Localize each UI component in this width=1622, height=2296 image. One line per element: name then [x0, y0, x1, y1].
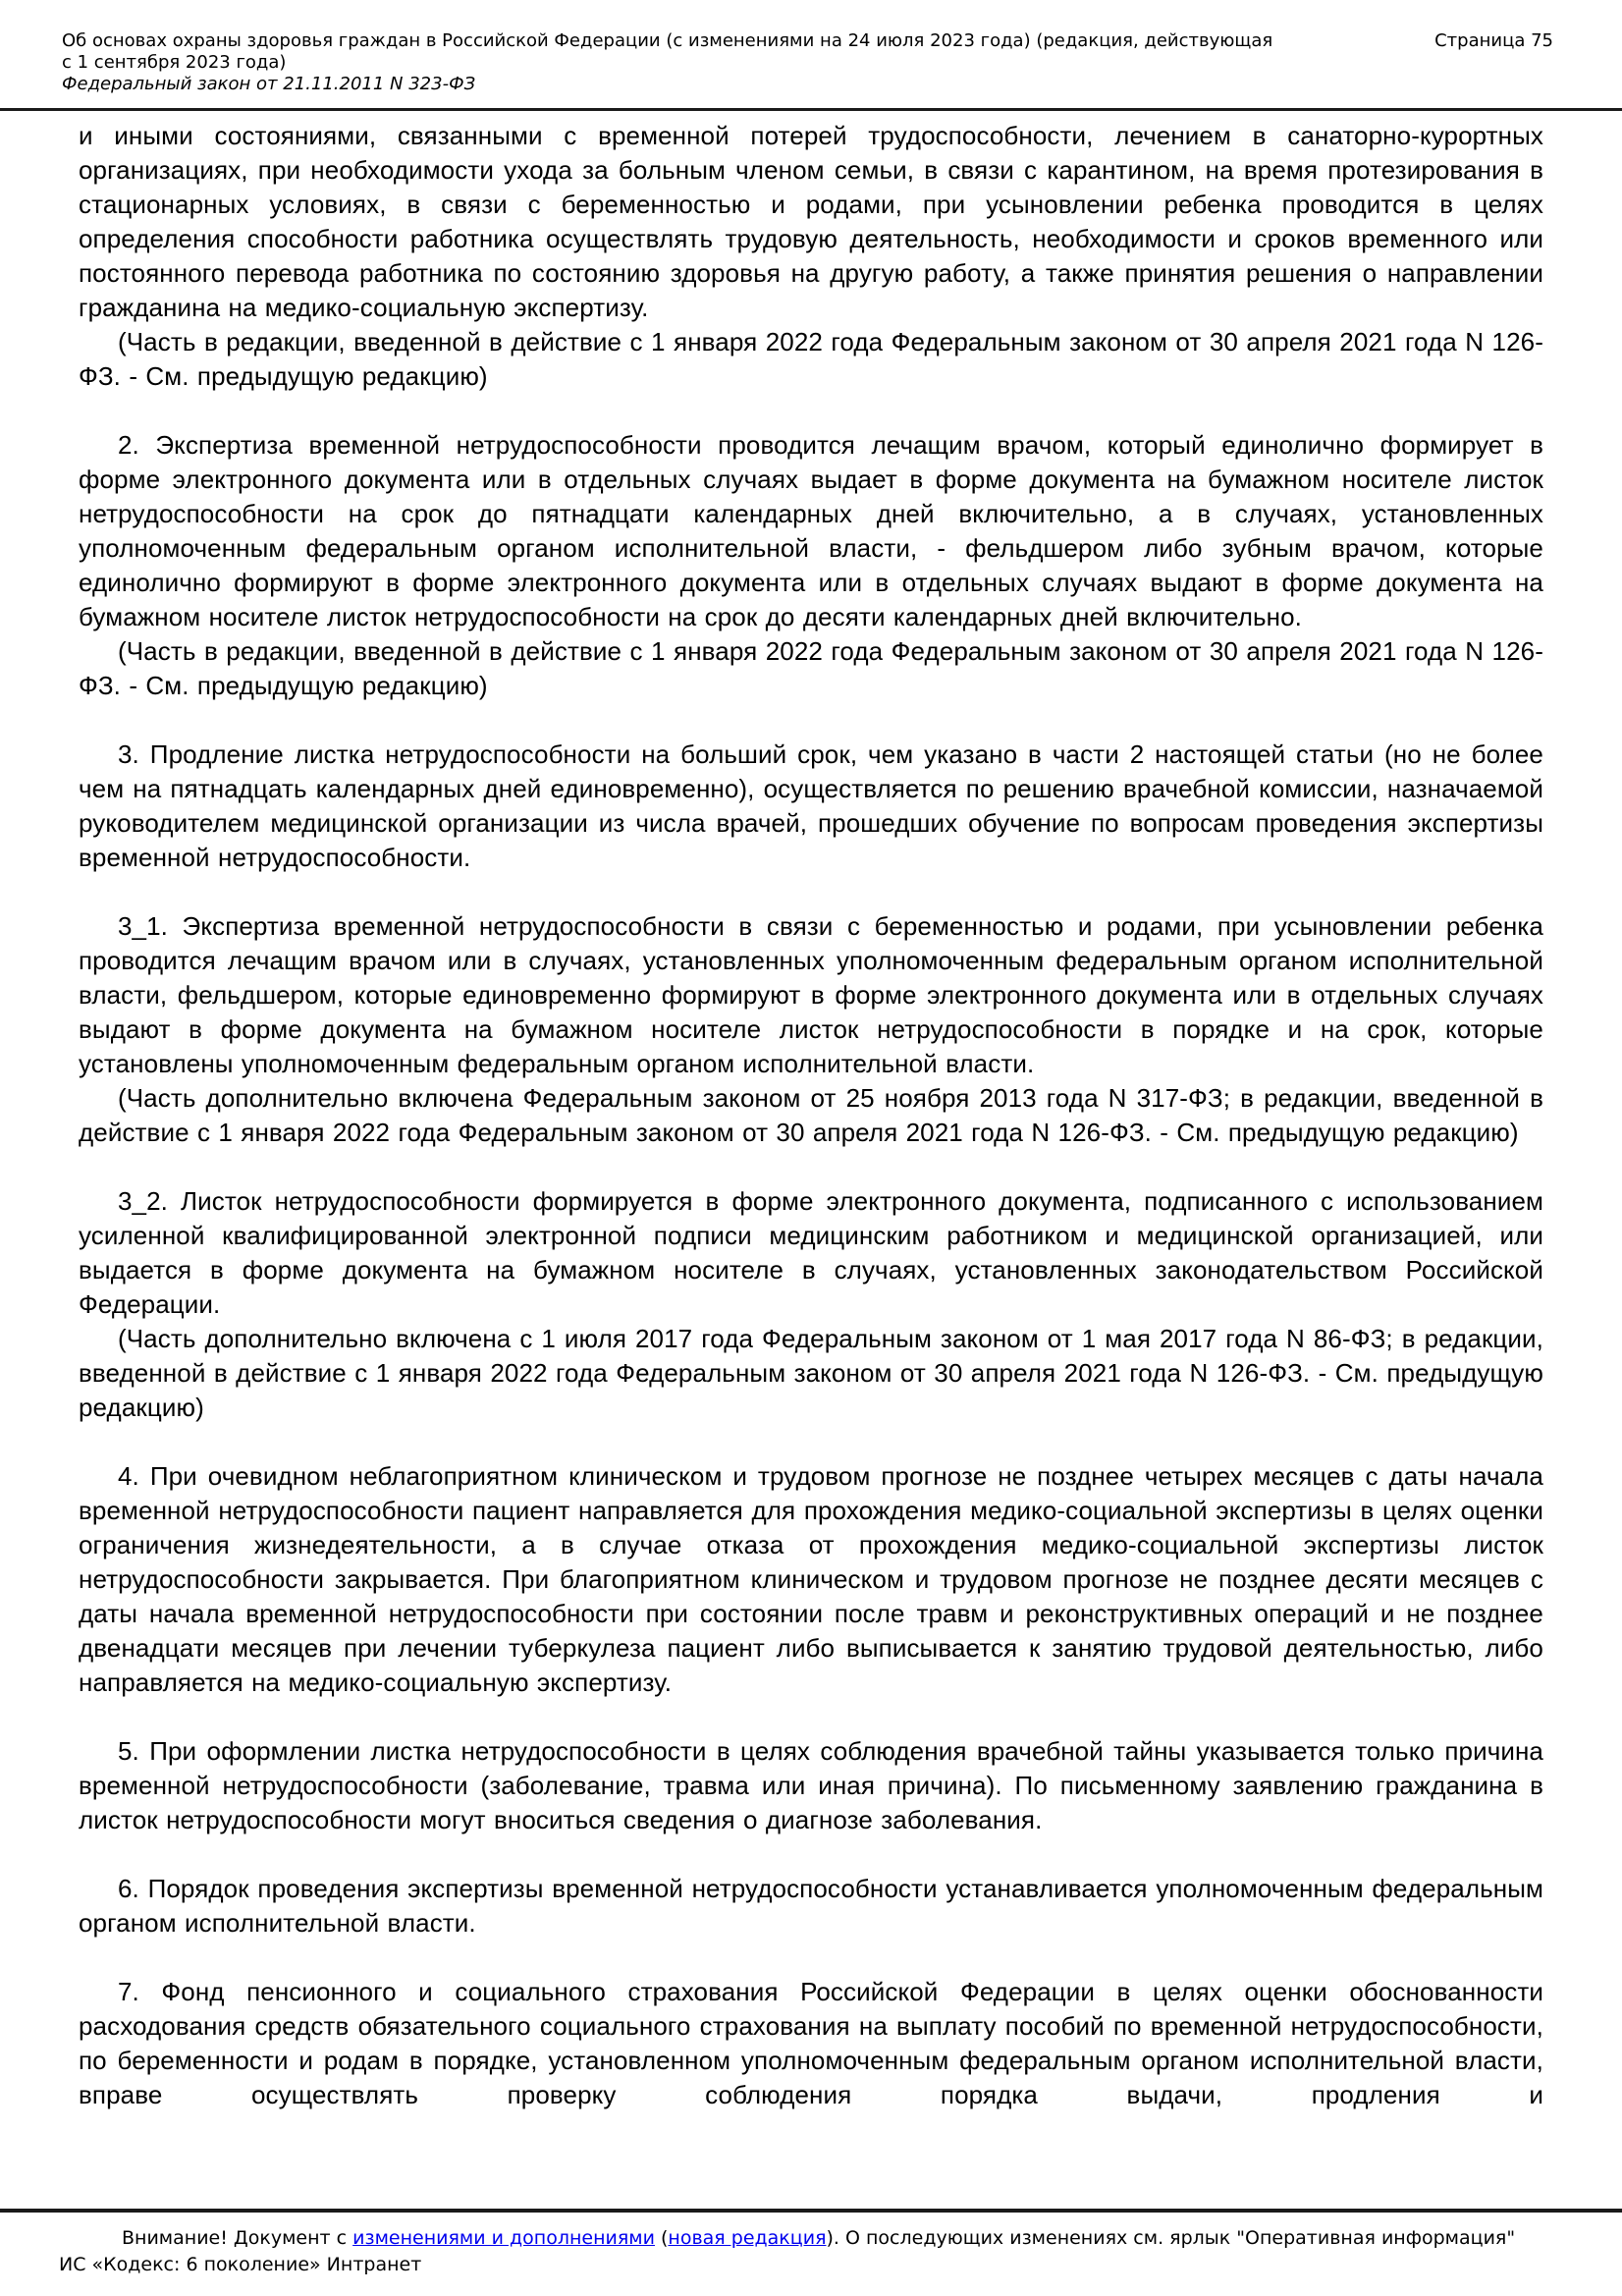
part-3_2-revision-note: (Часть дополнительно включена с 1 июля 2017 года Федеральным законом от 1 мая 2017 года N 86-ФЗ; в редакции, введенной в действие с 1 января 2022 года Федеральным законом от 30 апреля 2021 года N 126-ФЗ. - См. предыдущую редакцию) [79, 1324, 1543, 1422]
part-2: 2. Экспертиза временной нетрудоспособности проводится лечащим врачом, который единолично формирует в форме электронного документа или в отдельных случаях выдает в форме документа на бумажном носителе листок нетрудоспособности на срок до пятнадцати календарных дней включительно, а в случаях, установленных уполномоченным федеральным органом исполнительной власти, - фельдшером либо зубным врачом, которые единолично формируют в форме электронного документа или в отдельных случаях выдают в форме документа на бумажном носителе листок нетрудоспособности на срок до десяти календарных дней включительно. [79, 430, 1543, 631]
part-3: 3. Продление листка нетрудоспособности на больший срок, чем указано в части 2 настоящей статьи (но не более чем на пятнадцать календарных дней единовременно), осуществляется по решению врачебной комиссии, назначаемой руководителем медицинской организации из числа врачей, прошедших обучение по вопросам проведения экспертизы временной нетрудоспособности. [79, 739, 1543, 872]
footer-notice-prefix: Внимание! Документ с [122, 2227, 353, 2249]
part-1-revision-note: (Часть в редакции, введенной в действие с 1 января 2022 года Федеральным законом от 30 апреля 2021 года N 126-ФЗ. - См. предыдущую редакцию) [79, 327, 1543, 391]
page-number: Страница 75 [1434, 30, 1553, 51]
document-title [62, 30, 1272, 74]
system-name: ИС «Кодекс: 6 поколение» Интранет [59, 2254, 422, 2275]
part-3_1-revision-note: (Часть дополнительно включена Федеральным законом от 25 ноября 2013 года N 317-ФЗ; в редакции, введенной в действие с 1 января 2022 года Федеральным законом от 30 апреля 2021 года N 126-ФЗ. - См. предыдущую редакцию) [79, 1083, 1543, 1147]
amendments-link[interactable]: изменениями и дополнениями [352, 2227, 655, 2249]
part-3_2: 3_2. Листок нетрудоспособности формируется в форме электронного документа, подписанного с использованием усиленной квалифицированной электронной подписи медицинским работником и медицинской организацией, или выдается в форме документа на бумажном носителе в случаях, установленных законодательством Российской Федерации. [79, 1186, 1543, 1319]
footer-notice-suffix: ). О последующих изменениях см. ярлык "Оперативная информация" [826, 2227, 1516, 2249]
part-1-continuation: и иными состояниями, связанными с временной потерей трудоспособности, лечением в санаторно-курортных организациях, при необходимости ухода за больным членом семьи, в связи с карантином, на время протезирования в стационарных условиях, в связи с беременностью и родами, при усыновлении ребенка проводится в целях определения способности работника осуществлять трудовую деятельность, необходимости и сроков временного или постоянного перевода работника по состоянию здоровья на другую работу, а также принятия решения о направлении гражданина на медико-социальную экспертизу. [79, 121, 1543, 322]
part-6: 6. Порядок проведения экспертизы временной нетрудоспособности устанавливается уполномоченным федеральным органом исполнительной власти. [79, 1874, 1543, 1938]
document-title-line-2: с 1 сентября 2023 года) [62, 52, 287, 73]
part-3_1: 3_1. Экспертиза временной нетрудоспособности в связи с беременностью и родами, при усыновлении ребенка проводится лечащим врачом или в случаях, установленных уполномоченным федеральным органом исполнительной власти, фельдшером, которые единовременно формируют в форме электронного документа или в отдельных случаях выдают в форме документа на бумажном носителе листок нетрудоспособности в порядке и на срок, которые установлены уполномоченным федеральным органом исполнительной власти. [79, 911, 1543, 1078]
new-edition-link[interactable]: новая редакция [668, 2227, 827, 2249]
part-4: 4. При очевидном неблагоприятном клиническом и трудовом прогнозе не позднее четырех месяцев с даты начала временной нетрудоспособности пациент направляется для прохождения медико-социальной экспертизы в целях оценки ограничения жизнедеятельности, а в случае отказа от прохождения медико-социальной экспертизы листок нетрудоспособности закрывается. При благоприятном клиническом и трудовом прогнозе не позднее десяти месяцев с даты начала временной нетрудоспособности при состоянии после травм и реконструктивных операций и не позднее двенадцати месяцев при лечении туберкулеза пациент либо выписывается к занятию трудовой деятельностью, либо направляется на медико-социальную экспертизу. [79, 1461, 1543, 1697]
document-footer [0, 2213, 1622, 2278]
footer-notice-middle: ( [654, 2227, 669, 2249]
footer-notice [59, 2225, 1563, 2252]
document-title-line-1: Об основах охраны здоровья граждан в Российской Федерации (с изменениями на 24 июля 2023 года) (редакция, действующая [62, 30, 1273, 51]
header-title-row [62, 30, 1553, 74]
part-7: 7. Фонд пенсионного и социального страхования Российской Федерации в целях оценки обоснованности расходования средств обязательного социального страхования на выплату пособий по временной нетрудоспособности, по беременности и родам в порядке, установленном уполномоченным федеральным органом исполнительной власти, вправе осуществлять проверку соблюдения порядка выдачи, продления и [79, 1977, 1543, 2109]
document-subtitle: Федеральный закон от 21.11.2011 N 323-ФЗ [62, 74, 476, 94]
part-2-revision-note: (Часть в редакции, введенной в действие с 1 января 2022 года Федеральным законом от 30 апреля 2021 года N 126-ФЗ. - См. предыдущую редакцию) [79, 636, 1543, 700]
document-header [0, 0, 1622, 95]
part-5: 5. При оформлении листка нетрудоспособности в целях соблюдения врачебной тайны указывается только причина временной нетрудоспособности (заболевание, травма или иная причина). По письменному заявлению гражданина в листок нетрудоспособности могут вноситься сведения о диагнозе заболевания. [79, 1736, 1543, 1834]
document-body [0, 111, 1622, 2203]
